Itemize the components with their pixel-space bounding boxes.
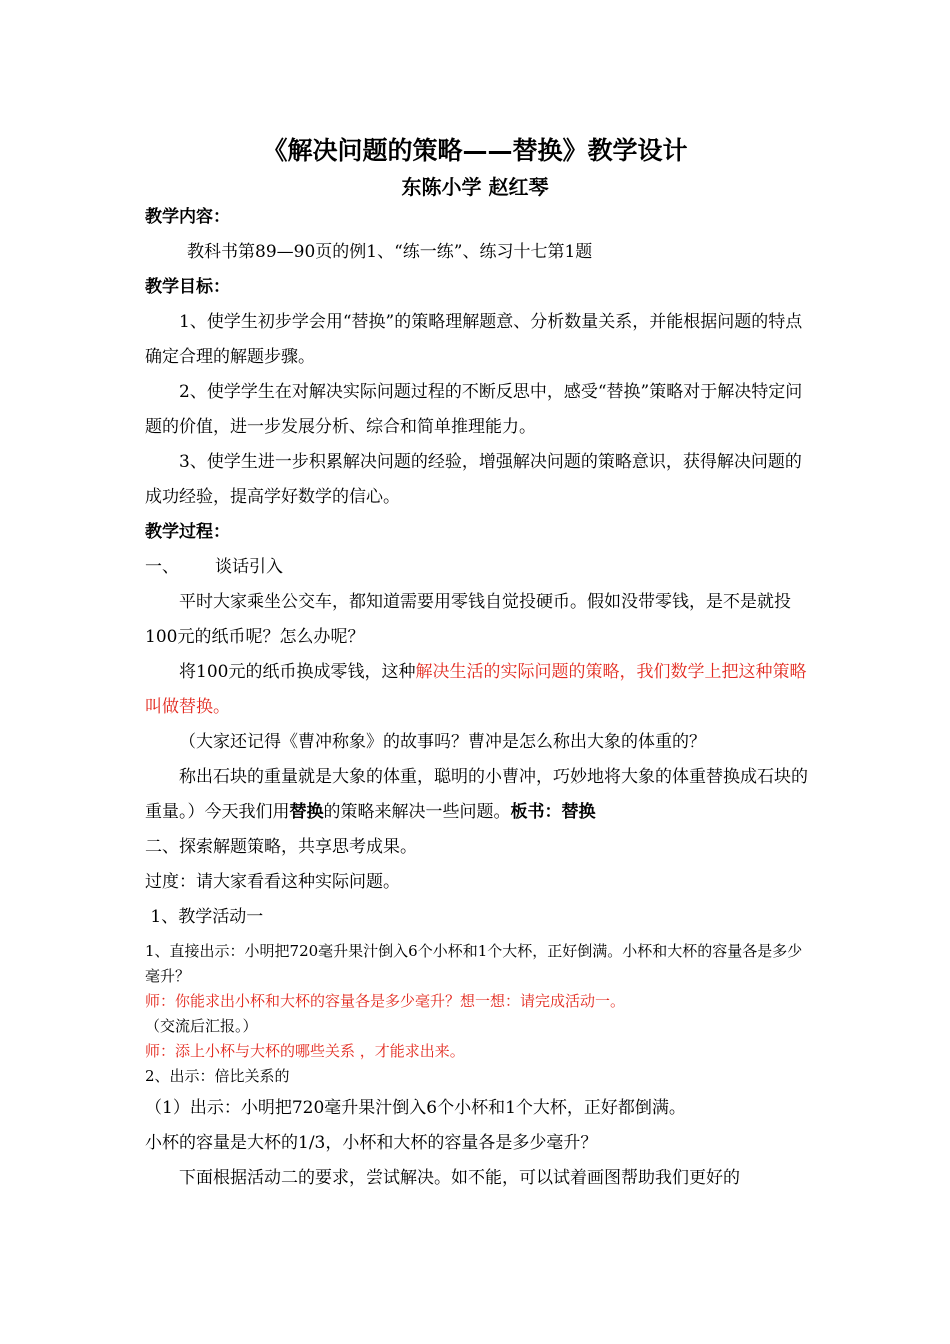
process-heading: 教学过程：: [145, 522, 230, 542]
paragraph-4: [145, 760, 810, 830]
teacher-prompt-2: 师：添上小杯与大杯的哪些关系 ，才能求出来。: [145, 1042, 465, 1060]
page-title: 《解决问题的策略——替换》教学设计: [262, 136, 688, 165]
step-1-title: 谈话引入: [215, 557, 283, 577]
goal-2: 2、使学学生在对解决实际问题过程的不断反思中，感受“替换”策略对于解决特定问题的价值，进一步发展分析、综合和简单推理能力。: [145, 382, 803, 437]
goal-3: 3、使学生进一步积累解决问题的经验，增强解决问题的策略意识，获得解决问题的成功经验，提高学好数学的信心。: [145, 452, 802, 507]
author-line: 东陈小学 赵红琴: [401, 175, 549, 199]
paragraph-2-text: 将100元的纸币换成零钱，这种: [179, 662, 416, 682]
document-body: [145, 200, 810, 1196]
paragraph-1: 平时大家乘坐公交车，都知道需要用零钱自觉投硬币。假如没带零钱，是不是就投100元的纸币呢？怎么办呢？: [145, 592, 791, 647]
paragraph-4-text-c: 的策略来解决一些问题。: [323, 802, 511, 822]
activity-1-item-1: 1、直接出示：小明把720毫升果汁倒入6个小杯和1个大杯，正好倒满。小杯和大杯的容量各是多少毫升？: [145, 942, 803, 985]
step-1-number: 一、: [145, 557, 179, 577]
goal-1: 1、使学生初步学会用“替换”的策略理解题意、分析数量关系，并能根据问题的特点确定合理的解题步骤。: [145, 312, 803, 367]
teacher-prompt-1: 师：你能求出小杯和大杯的容量各是多少毫升？想一想：请完成活动一。: [145, 992, 626, 1010]
transition-text: 过度：请大家看看这种实际问题。: [145, 872, 400, 892]
board-note: 板书：替换: [510, 802, 596, 822]
activity-1-item-2-1: （1）出示：小明把720毫升果汁倒入6个小杯和1个大杯，正好都倒满。: [145, 1098, 686, 1118]
report-note: （交流后汇报。）: [145, 1017, 258, 1035]
activity-1-item-2-2: 小杯的容量是大杯的1/3，小杯和大杯的容量各是多少毫升？: [145, 1133, 598, 1153]
paragraph-4-bold-term: 替换: [289, 802, 324, 822]
step-1-heading: [145, 550, 810, 585]
paragraph-4-text-a: 称出石块的重量就是大象的体重，聪明的小曹冲，巧妙地将大象的体重替换成石块的重量。）今天我们用: [145, 767, 808, 822]
goals-heading: 教学目标：: [145, 277, 230, 297]
activity-1-item-2: 2、出示：倍比关系的: [145, 1067, 290, 1085]
content-heading: 教学内容：: [145, 207, 230, 227]
activity-1-heading: 1、教学活动一: [145, 907, 264, 927]
paragraph-2-highlight: 解决生活的实际问题的策略，我们数学上把这种策略叫做替换。: [145, 662, 807, 717]
paragraph-3: （大家还记得《曹冲称象》的故事吗？曹冲是怎么称出大象的体重的？: [179, 732, 706, 752]
step-2-heading: 二、探索解题策略，共享思考成果。: [145, 837, 417, 857]
content-text: 教科书第89—90页的例1、“练一练”、练习十七第1题: [187, 242, 593, 262]
paragraph-2: [145, 655, 810, 725]
activity-1-item-2-3: 下面根据活动二的要求，尝试解决。如不能，可以试着画图帮助我们更好的: [179, 1168, 740, 1188]
